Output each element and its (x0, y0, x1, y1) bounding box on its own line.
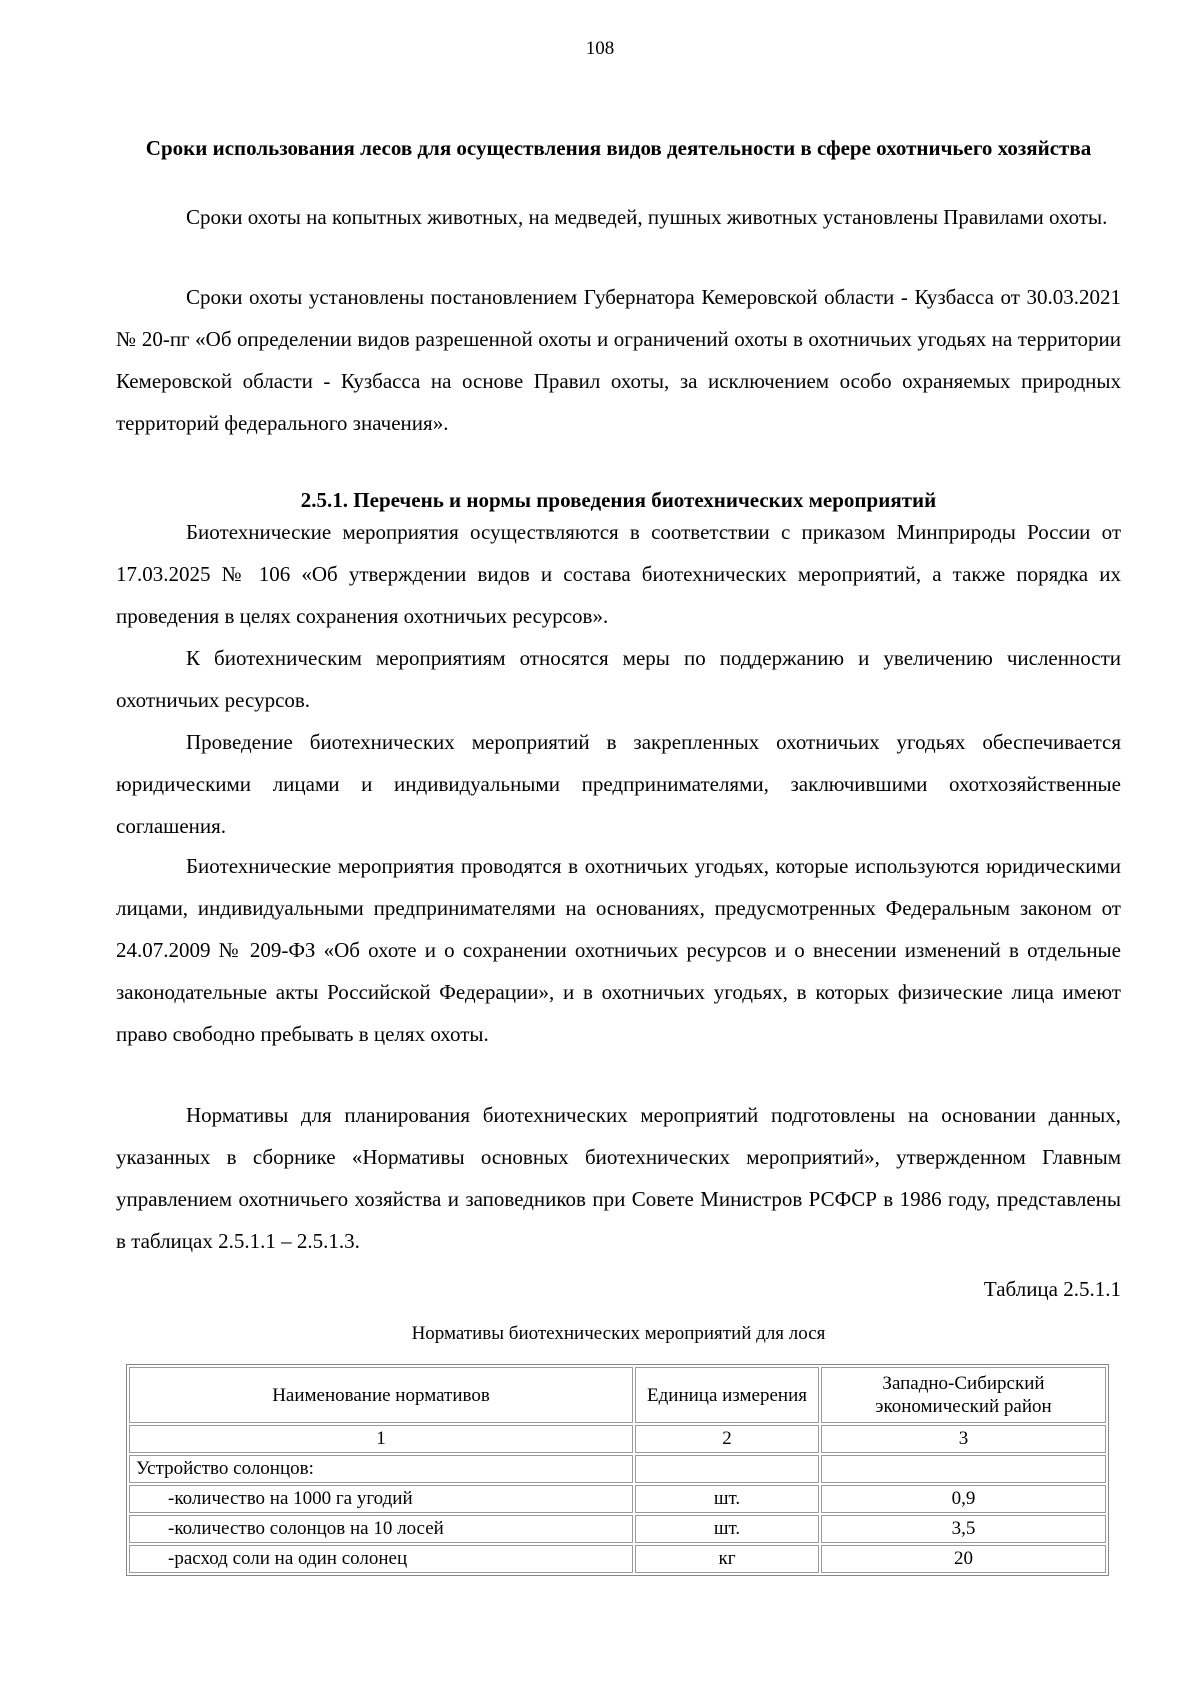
table-header-row (129, 1367, 1106, 1423)
table-cell: -количество солонцов на 10 лосей (129, 1515, 633, 1543)
table-group-row (129, 1455, 1106, 1483)
table-caption: Нормативы биотехнических мероприятий для лося (411, 1323, 826, 1344)
column-number-cell: 3 (821, 1425, 1106, 1453)
table-cell: шт. (635, 1485, 819, 1513)
empty-cell (635, 1455, 819, 1483)
table-cell: -количество на 1000 га угодий (129, 1485, 633, 1513)
subsection-heading: 2.5.1. Перечень и нормы проведения биотехнических мероприятий (300, 488, 937, 512)
table-row (129, 1515, 1106, 1543)
paragraph: Проведение биотехнических мероприятий в закрепленных охотничьих угодьях обеспечивается юридическими лицами и индивидуальными предпринимателями, заключившими охотхозяйственные соглашения. (116, 730, 1121, 838)
paragraph: К биотехническим мероприятиям относятся меры по поддержанию и увеличению численности охотничьих ресурсов. (116, 646, 1121, 712)
paragraph: Сроки охоты на копытных животных, на медведей, пушных животных установлены Правилами охоты. (186, 205, 1108, 229)
table-cell: шт. (635, 1515, 819, 1543)
table-cell: кг (635, 1545, 819, 1573)
table-cell: -расход соли на один солонец (129, 1545, 633, 1573)
paragraph: Биотехнические мероприятия осуществляются в соответствии с приказом Минприроды России от 17.03.2025 № 106 «Об утверждении видов и состава биотехнических мероприятий, а также порядка их проведения в целях сохранения охотничьих ресурсов». (116, 520, 1121, 628)
table-row (129, 1545, 1106, 1573)
paragraph: Нормативы для планирования биотехнических мероприятий подготовлены на основании данных, указанных в сборнике «Нормативы основных биотехнических мероприятий», утвержденном Главным управлением охотничьего хозяйства и заповедников при Совете Министров РСФСР в 1986 году, представлены в таблицах 2.5.1.1 – 2.5.1.3. (116, 1103, 1121, 1253)
paragraph: Сроки охоты установлены постановлением Губернатора Кемеровской области - Кузбасса от 30.03.2021 № 20-пг «Об определении видов разрешенной охоты и ограничений охоты в охотничьих угодьях на территории Кемеровской области - Кузбасса на основе Правил охоты, за исключением особо охраняемых природных территорий федерального значения». (116, 285, 1121, 435)
header-cell: Единица измерения (635, 1367, 819, 1423)
section-heading: Сроки использования лесов для осуществления видов деятельности в сфере охотничьего хозяйства (145, 136, 1092, 160)
column-number-cell: 1 (129, 1425, 633, 1453)
table-cell: 3,5 (821, 1515, 1106, 1543)
empty-cell (821, 1455, 1106, 1483)
header-cell: Наименование нормативов (129, 1367, 633, 1423)
norms-table (126, 1364, 1109, 1576)
column-number-row (129, 1425, 1106, 1453)
column-number-cell: 2 (635, 1425, 819, 1453)
table-number: Таблица 2.5.1.1 (983, 1277, 1121, 1301)
page-number: 108 (585, 38, 615, 59)
header-cell: Западно-Сибирский экономический район (821, 1367, 1106, 1423)
table-row (129, 1485, 1106, 1513)
group-label-cell: Устройство солонцов: (129, 1455, 633, 1483)
table-cell: 0,9 (821, 1485, 1106, 1513)
paragraph: Биотехнические мероприятия проводятся в охотничьих угодьях, которые используются юридическими лицами, индивидуальными предпринимателями на основаниях, предусмотренных Федеральным законом от 24.07.2009 № 209-ФЗ «Об охоте и о сохранении охотничьих ресурсов и о внесении изменений в отдельные законодательные акты Российской Федерации», и в охотничьих угодьях, в которых физические лица имеют право свободно пребывать в целях охоты. (116, 854, 1121, 1046)
table-cell: 20 (821, 1545, 1106, 1573)
